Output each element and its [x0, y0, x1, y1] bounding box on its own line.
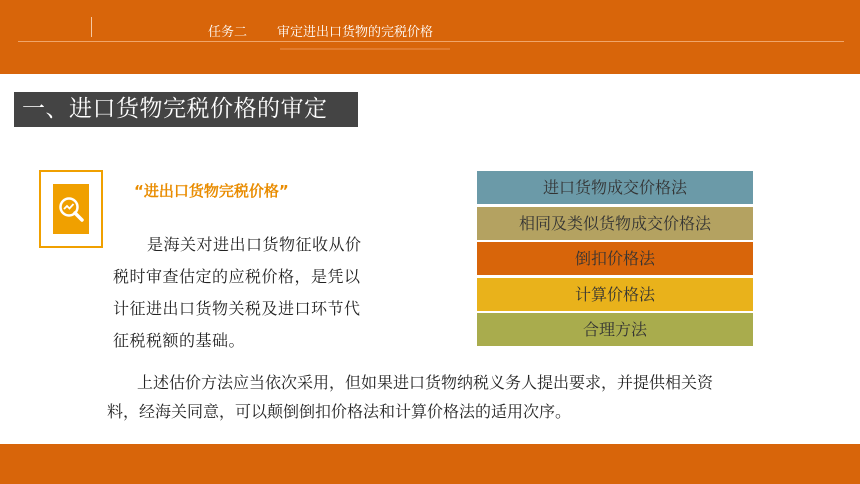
definition-line: 征税税额的基础。: [113, 331, 246, 350]
definition-line: 计征进出口货物关税及进口环节代: [113, 299, 361, 318]
header-vertical-divider: [91, 17, 92, 37]
header-bar: [0, 0, 860, 74]
term-title: “进出口货物完税价格”: [134, 182, 289, 200]
section-heading: 一、进口货物完税价格的审定: [14, 92, 358, 127]
note-line: 上述估价方法应当依次采用，但如果进口货物纳税义务人提出要求，并提供相关资: [137, 373, 714, 392]
icon-frame: [39, 170, 103, 248]
header-line-left: [18, 41, 190, 42]
method-transaction-value: 进口货物成交价格法: [477, 171, 753, 204]
footer-bar: [0, 444, 860, 484]
method-deductive-value: 倒扣价格法: [477, 242, 753, 275]
order-note: [107, 368, 807, 426]
header-line-right: [190, 41, 844, 42]
method-computed-value: 计算价格法: [477, 278, 753, 311]
task-label: 任务二: [208, 25, 248, 40]
task-title: 审定进出口货物的完税价格: [277, 25, 434, 40]
method-fallback: 合理方法: [477, 313, 753, 346]
method-identical-similar-goods: 相同及类似货物成交价格法: [477, 207, 753, 240]
definition-line: 是海关对进出口货物征收从价: [147, 235, 362, 254]
term-definition: [113, 229, 413, 357]
note-line: 料，经海关同意，可以颠倒倒扣价格法和计算价格法的适用次序。: [107, 402, 572, 421]
search-analytics-icon: [53, 184, 89, 234]
definition-line: 税时审查估定的应税价格，是凭以: [113, 267, 361, 286]
valuation-methods-list: [477, 171, 753, 349]
header-faint-subline: [280, 48, 450, 50]
